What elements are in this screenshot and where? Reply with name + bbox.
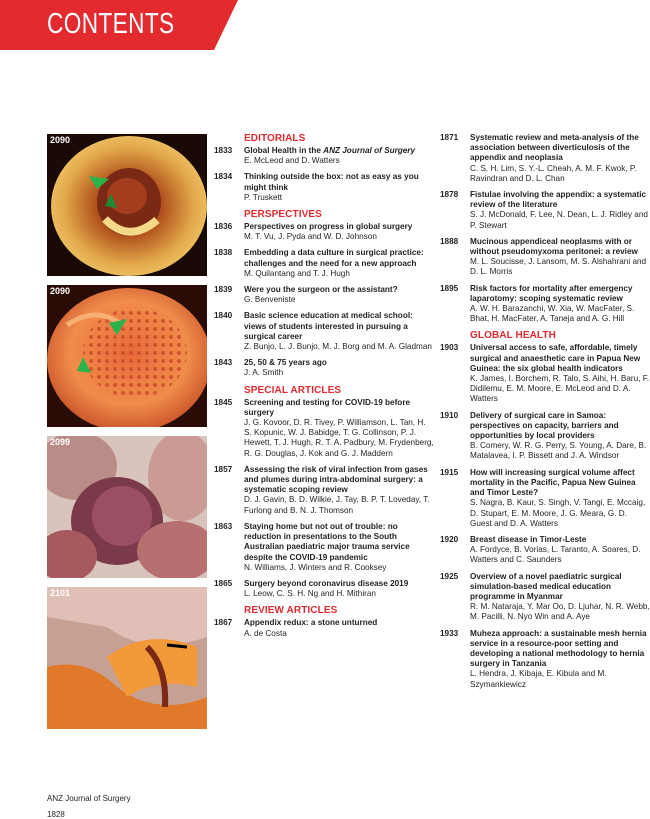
entry-title: 25, 50 & 75 years ago: [244, 358, 327, 368]
entry-page: 1920: [440, 534, 459, 544]
toc-entry[interactable]: [214, 222, 434, 242]
entry-authors: A. W. H. Barazanchi, W. Xia, W. MacFater, S. Bhat, H. MacFater, A. Taneja and A. G. Hill: [470, 304, 635, 324]
figure-image: [47, 285, 207, 427]
entry-authors: S. J. McDonald, F. Lee, N. Dean, L. J. Ridley and P. Stewart: [470, 210, 648, 230]
entry-authors: L. Hendra, J. Kibaja, E. Kibula and M. Szymankiewicz: [470, 669, 607, 689]
section-heading: GLOBAL HEALTH: [470, 330, 556, 342]
entry-authors: A. Fordyce, B. Vorias, L. Taranto, A. Soares, D. Watters and C. Saunders: [470, 545, 641, 565]
toc-entry[interactable]: [440, 237, 650, 278]
section-heading: PERSPECTIVES: [244, 209, 322, 221]
toc-entry[interactable]: [214, 172, 434, 203]
toc-entry[interactable]: [214, 146, 434, 166]
entry-page: 1840: [214, 311, 233, 321]
entry-title: Fistulae involving the appendix: a systematic review of the literature: [470, 190, 647, 210]
toc-entry[interactable]: [214, 358, 434, 378]
page-title: CONTENTS: [47, 8, 175, 40]
contents-column-right: [440, 133, 650, 696]
section-heading: EDITORIALS: [244, 133, 306, 144]
entry-authors: J. A. Smith: [244, 368, 284, 378]
entry-authors: N. Williams, J. Winters and R. Cooksey: [244, 562, 387, 572]
toc-entry[interactable]: [440, 133, 650, 184]
figure-laparoscopic-view[interactable]: [47, 587, 207, 729]
header-banner-notch: [214, 0, 238, 50]
entry-title: Staying home but not out of trouble: no reduction in presentations to the South Australian paediatric major trauma service despite the COVID-19 pandemic: [244, 521, 410, 562]
entry-page: 1839: [214, 285, 233, 295]
entry-title: Overview of a novel paediatric surgical simulation-based medical education programme in Myanmar: [470, 571, 622, 601]
toc-entry[interactable]: [440, 343, 650, 404]
toc-entry[interactable]: [440, 284, 650, 325]
entry-title: Universal access to safe, affordable, timely surgical and anaesthetic care in Papua New Guinea: the six global health indicators: [470, 343, 641, 373]
entry-authors: R. M. Nataraja, Y. Mar Oo, D. Ljuhar, N. R. Webb, M. Pacilli, N. Nyo Win and A. Aye: [470, 602, 650, 622]
entry-title: Appendix redux: a stone unturned: [244, 618, 378, 628]
toc-entry[interactable]: [440, 190, 650, 231]
entry-authors: Z. Bunjo, L. J. Bunjo, M. J. Borg and M. A. Gladman: [244, 342, 432, 352]
entry-page: 1857: [214, 464, 233, 474]
entry-title: Systematic review and meta-analysis of the association between diverticulosis of the appendix and neoplasia: [470, 133, 639, 163]
entry-page: 1903: [440, 343, 459, 353]
footer-journal: ANZ Journal of Surgery: [47, 794, 131, 803]
entry-title: Surgery beyond coronavirus disease 2019: [244, 578, 409, 588]
entry-title: Perspectives on progress in global surgery: [244, 222, 413, 232]
figure-page-ref: 2101: [50, 588, 71, 598]
toc-entry[interactable]: [440, 572, 650, 623]
entry-page: 1867: [214, 618, 233, 628]
entry-authors: C. S. H. Lim, S. Y.-L. Cheah, A. M. F. Kwok, P. Ravindran and D. L. Chan: [470, 163, 637, 183]
entry-page: 1838: [214, 248, 233, 258]
entry-authors: M. L. Soucisse, J. Lansom, M. S. Alshahrani and D. L. Morris: [470, 257, 647, 277]
entry-authors: E. McLeod and D. Watters: [244, 156, 340, 166]
toc-entry[interactable]: [214, 618, 434, 638]
entry-title: Thinking outside the box: not as easy as you might think: [244, 172, 419, 192]
entry-page: 1843: [214, 358, 233, 368]
figure-image: [47, 587, 207, 729]
toc-entry[interactable]: [440, 468, 650, 529]
figure-image: [47, 134, 207, 276]
contents-column-left: [214, 133, 434, 645]
entry-title: Delivery of surgical care in Samoa: perspectives on capacity, barriers and opportunities by local providers: [470, 410, 619, 441]
entry-page: 1863: [214, 521, 233, 531]
toc-entry[interactable]: [214, 522, 434, 573]
toc-entry[interactable]: [214, 579, 434, 599]
entry-title: Global Health in the ANZ Journal of Surgery: [244, 146, 416, 155]
entry-authors: M. T. Vu, J. Pyda and W. D. Johnson: [244, 232, 377, 242]
entry-authors: L. Leow, C. S. H. Ng and H. Mithiran: [244, 589, 376, 599]
entry-title: Basic science education at medical school: views of students interested in pursuing a surgical career: [244, 311, 413, 341]
entry-page: 1910: [440, 410, 459, 420]
section-heading: REVIEW ARTICLES: [244, 605, 338, 617]
figure-column: [47, 134, 207, 738]
entry-page: 1888: [440, 236, 459, 246]
entry-page: 1871: [440, 133, 459, 142]
entry-authors: M. Quilantang and T. J. Hugh: [244, 268, 350, 278]
toc-entry[interactable]: [214, 248, 434, 279]
figure-page-ref: 2099: [50, 437, 71, 447]
entry-page: 1845: [214, 397, 233, 407]
entry-title: Screening and testing for COVID-19 before surgery: [244, 397, 411, 417]
entry-page: 1925: [440, 571, 459, 581]
entry-title: Breast disease in Timor-Leste: [470, 534, 587, 544]
toc-entry[interactable]: [214, 311, 434, 352]
entry-title: How will increasing surgical volume affect mortality in the Pacific, Papua New Guinea and Timor Leste?: [470, 467, 636, 498]
toc-entry[interactable]: [440, 629, 650, 690]
figure-page-ref: 2090: [50, 286, 71, 296]
entry-authors: S. Nagra, B. Kaur, S. Singh, V. Tangi, E. Mccaig, D. Stupart, E. M. Moore, J. G. Meara, G. D. Guest and D. A. Watters: [470, 498, 646, 528]
entry-authors: K. James, I. Borchem, R. Talo, S. Aihi, H. Baru, F. Didilemu, E. M. Moore, E. McLeod and D. A. Watters: [470, 374, 650, 404]
entry-page: 1933: [440, 628, 459, 638]
toc-entry[interactable]: [214, 285, 434, 305]
toc-entry[interactable]: [214, 398, 434, 459]
entry-title: Assessing the risk of viral infection from gases and plumes during intra-abdominal surgery: a systematic scoping review: [244, 464, 428, 495]
entry-title: Muheza approach: a sustainable mesh hernia service in a resource-poor setting and developing a national methodology to hernia surgery in Tanzania: [470, 628, 647, 669]
footer-page-number: 1828: [47, 810, 65, 819]
figure-image: [47, 436, 207, 578]
entry-title: Were you the surgeon or the assistant?: [244, 285, 398, 295]
toc-entry[interactable]: [440, 411, 650, 462]
section-heading: SPECIAL ARTICLES: [244, 384, 342, 396]
figure-appendix-colonoscopy-2[interactable]: [47, 285, 207, 427]
entry-page: 1878: [440, 190, 459, 200]
entry-title: Mucinous appendiceal neoplasms with or without pseudomyxoma peritonei: a review: [470, 236, 638, 257]
toc-entry[interactable]: [214, 465, 434, 516]
entry-page: 1836: [214, 222, 233, 232]
entry-page: 1865: [214, 578, 233, 588]
figure-operative-appendix[interactable]: [47, 436, 207, 578]
entry-page: 1895: [440, 283, 459, 293]
figure-appendix-colonoscopy-1[interactable]: [47, 134, 207, 276]
entry-title: Risk factors for mortality after emergency laparotomy: scoping systematic review: [470, 283, 633, 303]
figure-page-ref: 2090: [50, 135, 71, 145]
entry-authors: D. J. Gavin, B. D. Wilkie, J. Tay, B. P. T. Loveday, T. Furlong and B. N. J. Thomson: [244, 495, 430, 515]
entry-page: 1834: [214, 172, 233, 182]
entry-authors: G. Benveniste: [244, 295, 296, 305]
entry-page: 1915: [440, 467, 459, 477]
entry-authors: J. G. Kovoor, D. R. Tivey, P. Williamson, L. Tan, H. S. Kopunic, W. J. Babidge, T. G. Collinson, P. J. Hewett, T. J. Hugh, R. T. A. Padbury, M. Frydenberg, R. G. Douglas, J. Kok and G. J. Maddern: [244, 418, 434, 458]
entry-authors: B. Comery, W. R. G. Perry, S. Young, A. Dare, B. Matalavea, I. P. Bissett and J. A. Windsor: [470, 441, 647, 461]
entry-title: Embedding a data culture in surgical practice: challenges and the need for a new approach: [244, 248, 424, 268]
entry-page: 1833: [214, 146, 233, 155]
entry-authors: A. de Costa: [244, 628, 287, 638]
entry-authors: P. Truskett: [244, 192, 283, 202]
toc-entry[interactable]: [440, 535, 650, 566]
